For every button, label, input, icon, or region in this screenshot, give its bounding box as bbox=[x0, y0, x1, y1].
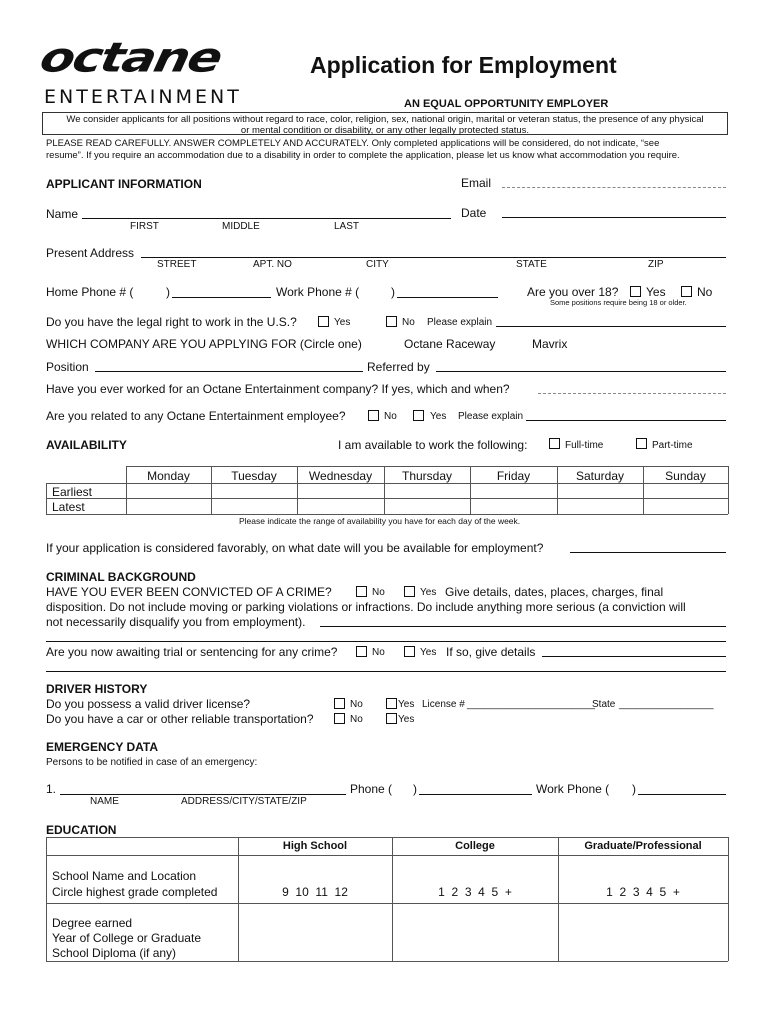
license-yes-checkbox[interactable] bbox=[386, 698, 397, 709]
license-question: Do you possess a valid driver license? bbox=[46, 697, 251, 711]
home-phone-paren: ) bbox=[166, 285, 170, 299]
criminal-heading: CRIMINAL BACKGROUND bbox=[46, 570, 196, 584]
emergency-work-phone-field[interactable] bbox=[638, 794, 726, 795]
legal-right-no-label: No bbox=[402, 317, 415, 328]
age-requirement-note: Some positions require being 18 or older. bbox=[550, 298, 687, 307]
last-name-caption: LAST bbox=[334, 221, 360, 232]
work-phone-paren: ) bbox=[391, 285, 395, 299]
emergency-phone-paren: ) bbox=[413, 782, 417, 796]
work-phone-field[interactable] bbox=[397, 297, 498, 298]
license-number-field[interactable]: _______________________ bbox=[467, 699, 595, 710]
edu-row-degree: Degree earned bbox=[52, 916, 133, 930]
education-heading: EDUCATION bbox=[46, 823, 117, 837]
related-yes-checkbox[interactable] bbox=[413, 410, 424, 421]
city-caption: CITY bbox=[366, 259, 389, 270]
emergency-phone-field[interactable] bbox=[419, 794, 532, 795]
notice-line-3: PLEASE READ CAREFULLY. ANSWER COMPLETELY AND ACCURATELY. Only completed applications will be considered, do not indicate, “see bbox=[46, 138, 660, 149]
octane-logo: octane bbox=[35, 34, 226, 82]
legal-right-yes-checkbox[interactable] bbox=[318, 316, 329, 327]
company-octane-raceway[interactable]: Octane Raceway bbox=[404, 337, 496, 351]
related-no-checkbox[interactable] bbox=[368, 410, 379, 421]
over18-no-label: No bbox=[697, 285, 713, 299]
edu-grades-graduate[interactable]: 1 2 3 4 5 + bbox=[606, 885, 680, 899]
emergency-number: 1. bbox=[46, 782, 57, 796]
date-label: Date bbox=[461, 206, 487, 220]
awaiting-trial-question: Are you now awaiting trial or sentencing for any crime? bbox=[46, 645, 338, 659]
awaiting-details-field-1[interactable] bbox=[542, 656, 726, 657]
over18-label: Are you over 18? bbox=[527, 285, 619, 299]
address-field[interactable] bbox=[141, 257, 726, 258]
start-date-question: If your application is considered favorably, on what date will you be available for employment? bbox=[46, 541, 544, 555]
notice-line-4: resume”. If you require an accommodation due to a disability in order to complete the application, please let us know what accommodation you require. bbox=[46, 150, 680, 161]
referred-field[interactable] bbox=[436, 371, 726, 372]
license-state-field[interactable]: _________________ bbox=[619, 699, 714, 710]
worked-before-question: Have you ever worked for an Octane Entertainment company? If yes, which and when? bbox=[46, 382, 510, 396]
day-thursday: Thursday bbox=[401, 469, 453, 483]
which-company-question: WHICH COMPANY ARE YOU APPLYING FOR (Circle one) bbox=[46, 337, 362, 351]
notice-line-2: or mental condition or disability, or any other legally protected status. bbox=[240, 125, 530, 136]
convicted-details-field-1[interactable] bbox=[320, 626, 726, 627]
start-date-field[interactable] bbox=[570, 552, 726, 553]
home-phone-label: Home Phone # ( bbox=[46, 285, 134, 299]
zip-caption: ZIP bbox=[648, 259, 664, 270]
edu-row-diploma: School Diploma (if any) bbox=[52, 946, 177, 960]
driver-heading: DRIVER HISTORY bbox=[46, 682, 148, 696]
emergency-name-address-field[interactable] bbox=[60, 794, 346, 795]
edu-col-college: College bbox=[455, 840, 495, 852]
license-yes-label: Yes bbox=[398, 699, 415, 710]
awaiting-no-label: No bbox=[372, 647, 385, 658]
edu-col-graduate: Graduate/Professional bbox=[584, 840, 702, 852]
available-label: I am available to work the following: bbox=[338, 438, 528, 452]
row-latest: Latest bbox=[52, 500, 85, 514]
convicted-line-2: disposition. Do not include moving or parking violations or infractions. Do include anything more serious (a conviction will bbox=[46, 600, 686, 614]
position-label: Position bbox=[46, 360, 89, 374]
part-time-label: Part-time bbox=[652, 440, 693, 451]
transport-no-label: No bbox=[350, 714, 363, 725]
emergency-heading: EMERGENCY DATA bbox=[46, 740, 159, 754]
edu-row-year: Year of College or Graduate bbox=[52, 931, 201, 945]
awaiting-no-checkbox[interactable] bbox=[356, 646, 367, 657]
awaiting-details-prompt: If so, give details bbox=[446, 645, 536, 659]
license-no-label: No bbox=[350, 699, 363, 710]
first-name-caption: FIRST bbox=[130, 221, 159, 232]
edu-grades-college[interactable]: 1 2 3 4 5 + bbox=[438, 885, 512, 899]
transport-yes-label: Yes bbox=[398, 714, 415, 725]
awaiting-yes-label: Yes bbox=[420, 647, 437, 658]
emergency-subheading: Persons to be notified in case of an emergency: bbox=[46, 757, 258, 768]
apt-caption: APT. NO bbox=[253, 259, 292, 270]
convicted-details-prompt: Give details, dates, places, charges, final bbox=[445, 585, 664, 599]
day-wednesday: Wednesday bbox=[308, 469, 373, 483]
day-tuesday: Tuesday bbox=[231, 469, 277, 483]
emergency-phone-label: Phone ( bbox=[350, 782, 393, 796]
referred-label: Referred by bbox=[367, 360, 430, 374]
related-explain-label: Please explain bbox=[458, 411, 524, 422]
emergency-work-phone-paren: ) bbox=[632, 782, 636, 796]
home-phone-field[interactable] bbox=[172, 297, 271, 298]
convicted-details-field-2[interactable] bbox=[46, 641, 726, 642]
awaiting-details-field-2[interactable] bbox=[46, 671, 726, 672]
email-field[interactable] bbox=[502, 187, 726, 188]
transport-yes-checkbox[interactable] bbox=[386, 713, 397, 724]
transport-no-checkbox[interactable] bbox=[334, 713, 345, 724]
applicant-info-heading: APPLICANT INFORMATION bbox=[46, 177, 202, 191]
over18-no-checkbox[interactable] bbox=[681, 286, 692, 297]
legal-right-yes-label: Yes bbox=[334, 317, 351, 328]
name-field[interactable] bbox=[82, 218, 451, 219]
position-field[interactable] bbox=[95, 371, 363, 372]
edu-col-high-school: High School bbox=[282, 840, 348, 852]
convicted-no-checkbox[interactable] bbox=[356, 586, 367, 597]
transportation-question: Do you have a car or other reliable transportation? bbox=[46, 712, 314, 726]
legal-right-explain-label: Please explain bbox=[427, 317, 493, 328]
day-sunday: Sunday bbox=[665, 469, 706, 483]
day-monday: Monday bbox=[147, 469, 190, 483]
availability-heading: AVAILABILITY bbox=[46, 438, 127, 452]
license-no-checkbox[interactable] bbox=[334, 698, 345, 709]
entertainment-logo-text: ENTERTAINMENT bbox=[44, 86, 242, 108]
over18-yes-checkbox[interactable] bbox=[630, 286, 641, 297]
edu-row-school-name: School Name and Location bbox=[52, 869, 197, 883]
full-time-label: Full-time bbox=[565, 440, 604, 451]
convicted-question: HAVE YOU EVER BEEN CONVICTED OF A CRIME? bbox=[46, 585, 332, 599]
legal-right-no-checkbox[interactable] bbox=[386, 316, 397, 327]
related-explain-field[interactable] bbox=[526, 420, 726, 421]
part-time-checkbox[interactable] bbox=[636, 438, 647, 449]
over18-yes-label: Yes bbox=[646, 285, 666, 299]
eoe-heading: AN EQUAL OPPORTUNITY EMPLOYER bbox=[404, 98, 609, 110]
convicted-no-label: No bbox=[372, 587, 385, 598]
emergency-address-caption: ADDRESS/CITY/STATE/ZIP bbox=[181, 796, 307, 807]
row-earliest: Earliest bbox=[52, 485, 93, 499]
company-mavrix[interactable]: Mavrix bbox=[532, 337, 568, 351]
legal-right-question: Do you have the legal right to work in the U.S.? bbox=[46, 315, 297, 329]
related-question: Are you related to any Octane Entertainment employee? bbox=[46, 409, 346, 423]
related-yes-label: Yes bbox=[430, 411, 447, 422]
availability-note: Please indicate the range of availability you have for each day of the week. bbox=[239, 516, 521, 526]
convicted-yes-checkbox[interactable] bbox=[404, 586, 415, 597]
address-label: Present Address bbox=[46, 246, 135, 260]
work-phone-label: Work Phone # ( bbox=[276, 285, 360, 299]
awaiting-yes-checkbox[interactable] bbox=[404, 646, 415, 657]
middle-name-caption: MIDDLE bbox=[222, 221, 260, 232]
worked-before-field[interactable] bbox=[538, 393, 726, 394]
convicted-yes-label: Yes bbox=[420, 587, 437, 598]
emergency-name-caption: NAME bbox=[90, 796, 119, 807]
license-number-label: License # bbox=[422, 699, 465, 710]
convicted-line-3: not necessarily disqualify you from employment). bbox=[46, 615, 306, 629]
emergency-work-phone-label: Work Phone ( bbox=[536, 782, 610, 796]
legal-right-explain-field[interactable] bbox=[496, 326, 726, 327]
edu-grades-high-school[interactable]: 9 10 11 12 bbox=[282, 885, 348, 899]
state-caption: STATE bbox=[516, 259, 547, 270]
email-label: Email bbox=[461, 176, 492, 190]
page-title: Application for Employment bbox=[310, 52, 617, 78]
license-state-label: State bbox=[592, 699, 616, 710]
day-saturday: Saturday bbox=[575, 469, 625, 483]
edu-row-highest-grade: Circle highest grade completed bbox=[52, 885, 218, 899]
day-friday: Friday bbox=[496, 469, 531, 483]
street-caption: STREET bbox=[157, 259, 197, 270]
date-field[interactable] bbox=[502, 217, 726, 218]
notice-line-1: We consider applicants for all positions without regard to race, color, religion, sex, national origin, marital or veteran status, the presence of any physical bbox=[66, 114, 704, 125]
name-label: Name bbox=[46, 207, 79, 221]
related-no-label: No bbox=[384, 411, 397, 422]
full-time-checkbox[interactable] bbox=[549, 438, 560, 449]
